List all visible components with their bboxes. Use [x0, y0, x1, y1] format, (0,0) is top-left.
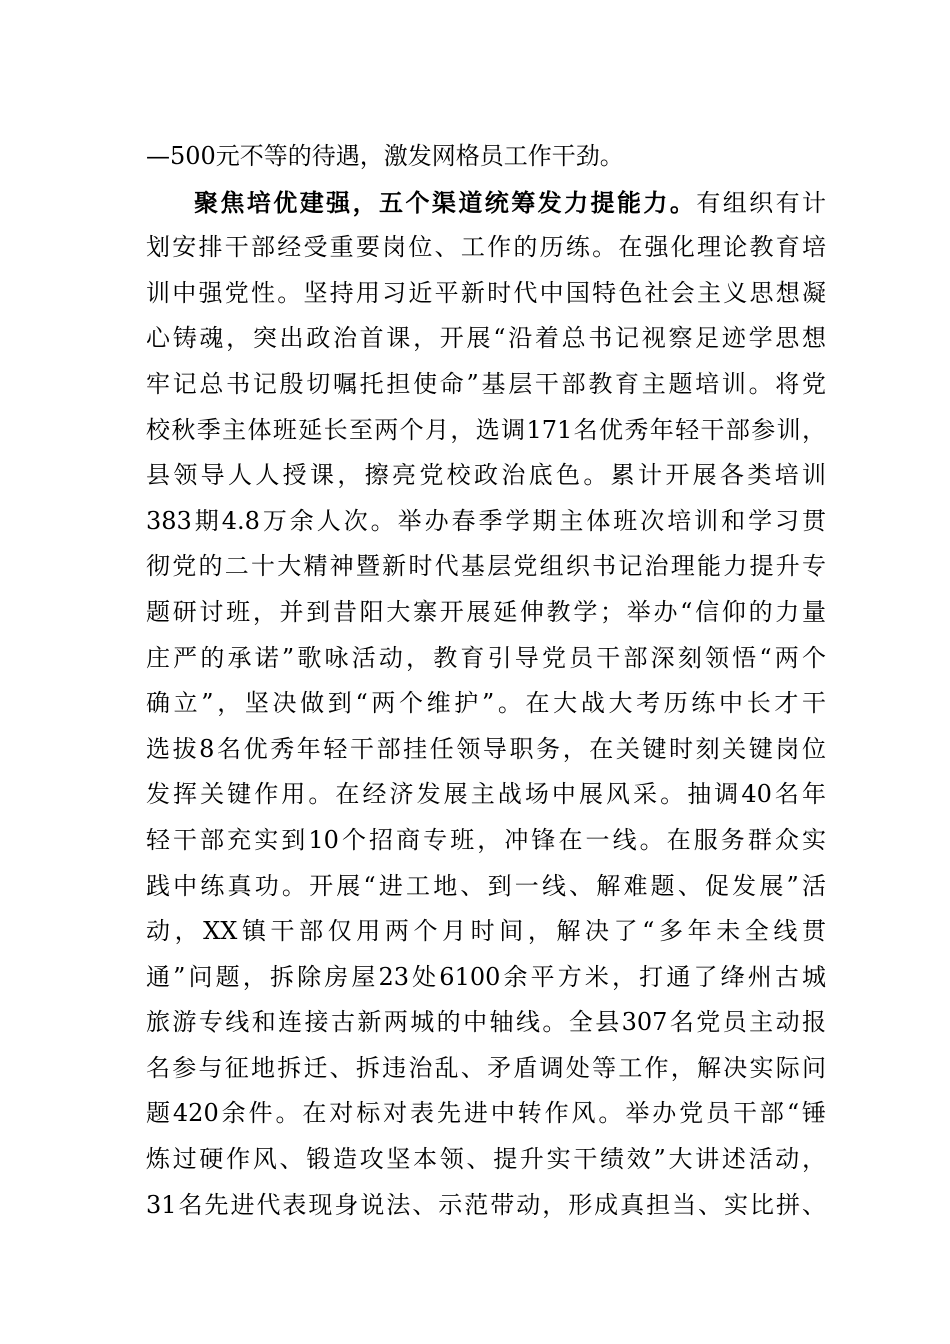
text-line-3: 划安排干部经受重要岗位、工作的历练。在强化理论教育培	[146, 233, 826, 262]
section-heading-line	[146, 180, 826, 226]
section-heading: 聚焦培优建强，五个渠道统筹发力提能力。	[194, 187, 697, 217]
text-line-11: 题研讨班，并到昔阳大寨开展延伸教学；举办“信仰的力量	[146, 597, 826, 626]
text-line-8: 县领导人人授课，擦亮党校政治底色。累计开展各类培训	[146, 461, 826, 490]
text-line-10: 彻党的二十大精神暨新时代基层党组织书记治理能力提升专	[146, 552, 826, 581]
text-line-7: 校秋季主体班延长至两个月，选调171名优秀年轻干部参训，	[146, 415, 826, 444]
text-line-21: 名参与征地拆迁、拆违治乱、矛盾调处等工作，解决实际问	[146, 1053, 826, 1082]
text-line-6: 牢记总书记殷切嘱托担使命”基层干部教育主题培训。将党	[146, 369, 826, 398]
text-line-16: 轻干部充实到10个招商专班，冲锋在一线。在服务群众实	[146, 825, 826, 854]
text-line-23: 炼过硬作风、锻造攻坚本领、提升实干绩效”大讲述活动，	[146, 1145, 826, 1174]
text-line-17: 践中练真功。开展“进工地、到一线、解难题、促发展”活	[146, 871, 826, 900]
text-line-22: 题420余件。在对标对表先进中转作风。举办党员干部“锤	[146, 1099, 826, 1128]
text-line-4: 训中强党性。坚持用习近平新时代中国特色社会主义思想凝	[146, 278, 826, 307]
text-line-20: 旅游专线和连接古新两城的中轴线。全县307名党员主动报	[146, 1008, 826, 1037]
text-line-18: 动，XX镇干部仅用两个月时间，解决了“多年未全线贯	[146, 917, 826, 946]
body-text	[146, 134, 826, 1228]
text-line-15: 发挥关键作用。在经济发展主战场中展风采。抽调40名年	[146, 780, 826, 809]
heading-continuation: 有组织有计	[696, 188, 827, 217]
text-line-5: 心铸魂，突出政治首课，开展“沿着总书记视察足迹学思想	[146, 324, 826, 353]
text-line-19: 通”问题，拆除房屋23处6100余平方米，打通了绛州古城	[146, 962, 826, 991]
text-line-9: 383期4.8万余人次。举办春季学期主体班次培训和学习贯	[146, 506, 826, 535]
text-line-14: 选拔8名优秀年轻干部挂任领导职务，在关键时刻关键岗位	[146, 734, 826, 763]
text-line-1: —500元不等的待遇，激发网格员工作干劲。	[146, 142, 624, 170]
text-line-24: 31名先进代表现身说法、示范带动，形成真担当、实比拼、	[146, 1190, 826, 1219]
text-line-12: 庄严的承诺”歌咏活动，教育引导党员干部深刻领悟“两个	[146, 643, 826, 672]
text-line-13: 确立”，坚决做到“两个维护”。在大战大考历练中长才干	[146, 689, 826, 718]
